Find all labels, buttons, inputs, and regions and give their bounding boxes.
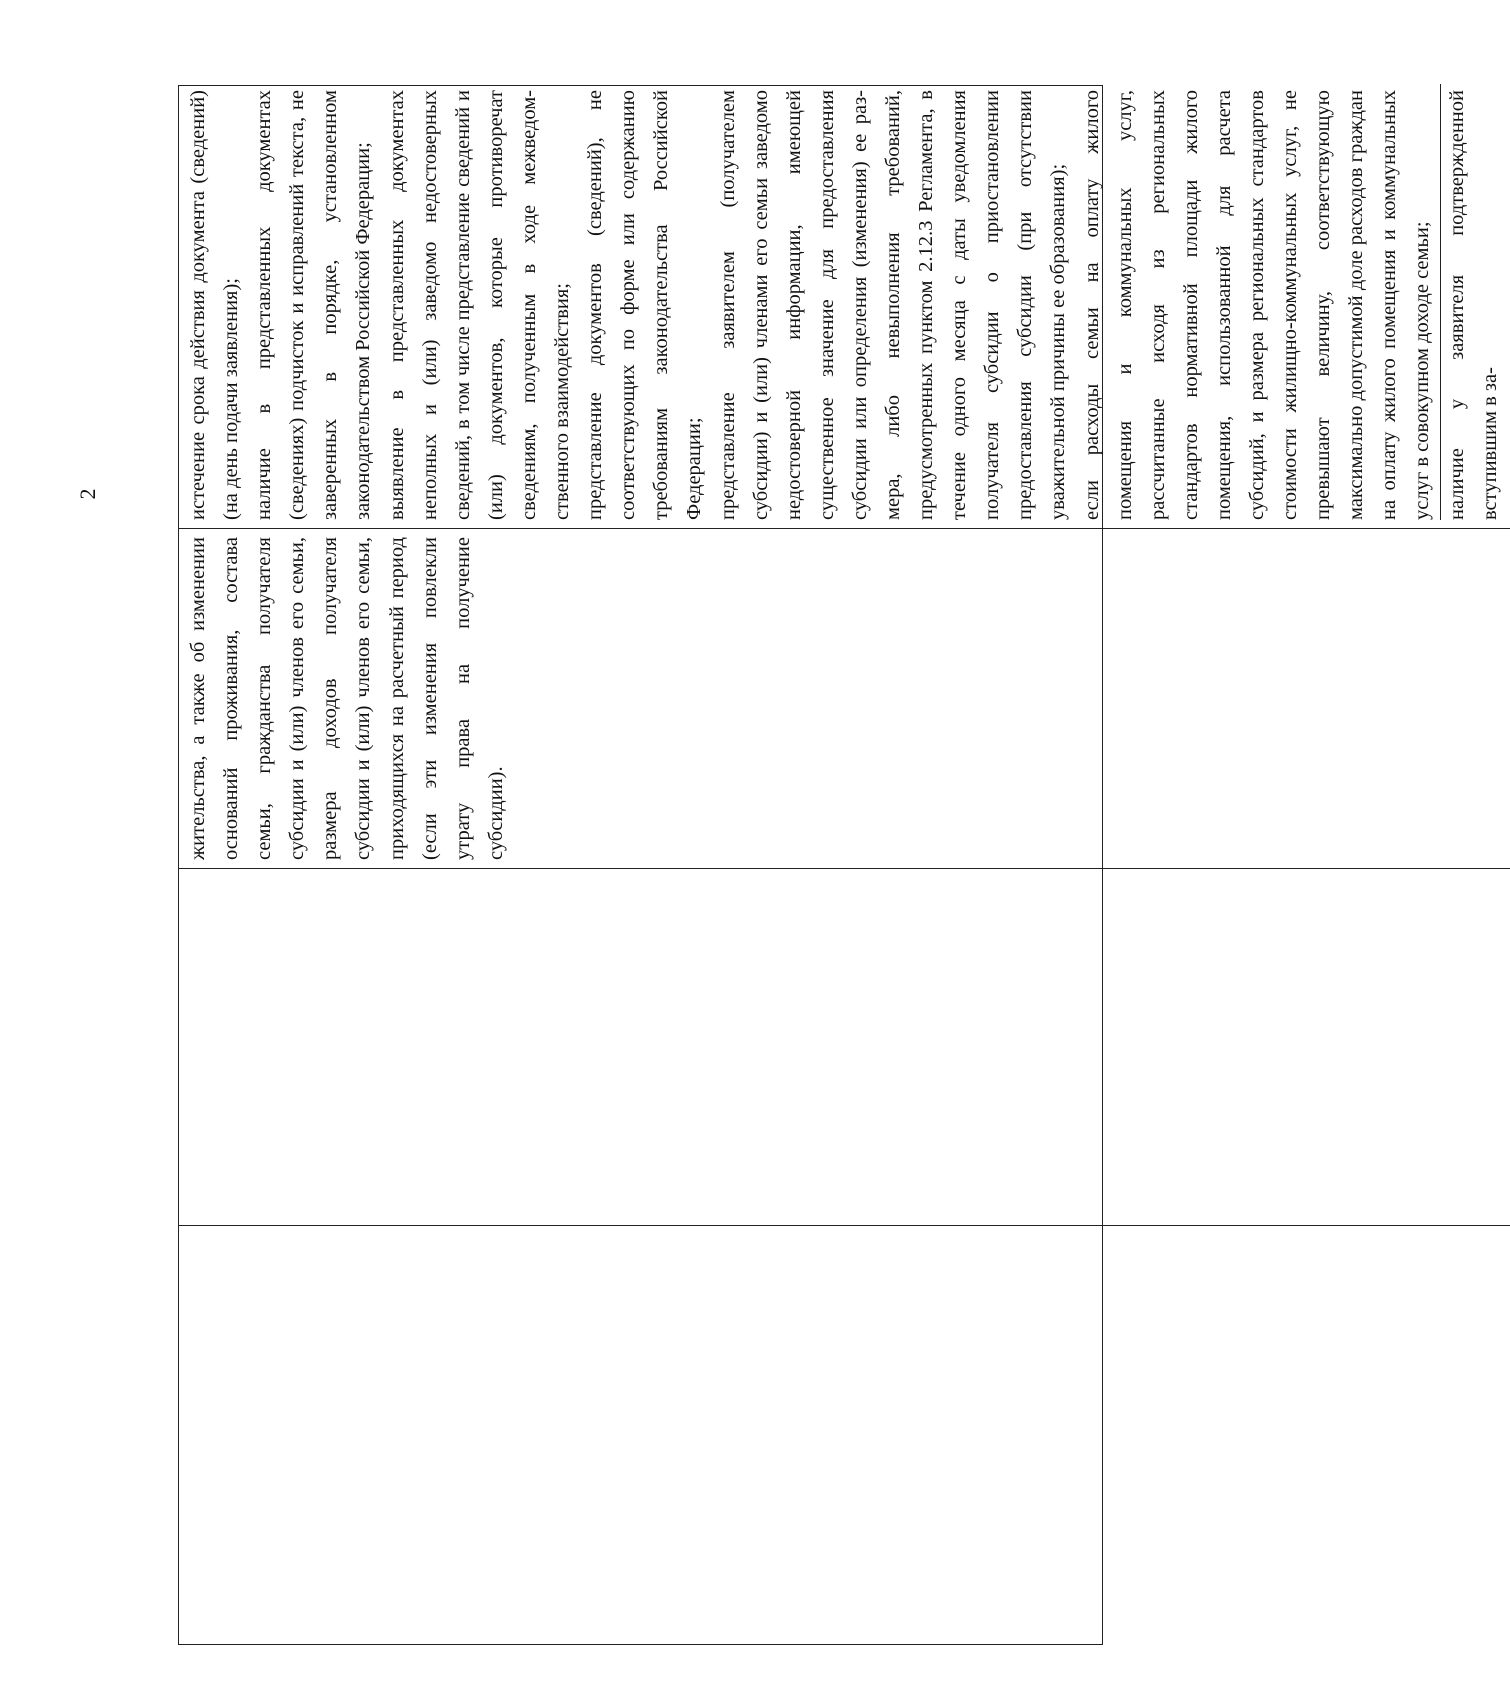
list-item: представление заявителем (получателем субсидии) и (или) членами его семьи заведомо недостоверной информации, имеющей существенное значение для предоставления субсидии или определения (изменения) ее размера, либо невыполнения требований, предусмотренных пунктом 2.12.3 Регламента, в течение одного месяца с даты уведомления получателя субсидии о приостановлении предоставления субсидии (при отсутствии уважительной причины ее образования); [716,90,1070,520]
table-cell-col1 [179,1226,1510,1644]
list-item: истечение срока действия документа (сведений) (на день подачи заявления); [187,90,243,520]
list-item: представление документов (сведений), не соответствующих по форме или содержанию требованиям законодательства Российской Федерации; [584,90,706,520]
grounds-table [178,85,1501,1645]
list-item: наличие у заявителя подтвержденной вступившим в за- [1440,84,1507,520]
list-item: если расходы семьи на оплату жилого помещения и коммунальных услуг, рассчитанные исходя из региональных стандартов нормативной площади жилого помещения, использованной для расчета субсидий, и размера региональных стандартов стоимости жилищно-коммунальных услуг, не превышают величину, соответствующую максимально допустимой доле расходов граждан на оплату жилого помещения и коммунальных услуг в совокупном доходе семьи; [1080,90,1434,520]
list-item: наличие в представленных документах (сведениях) подчисток и исправлений текста, не заверенных в порядке, установленном законодательством Российской Федерации; [253,90,375,520]
table-cell-col2 [179,869,1510,1226]
rotated-table-wrapper [178,85,1501,1645]
table-cell-col4 [179,84,1510,529]
list-item: выявление в представленных документах неполных и (или) заведомо недостоверных сведений, в том числе представление сведений и (или) документов, которые противоречат сведениям, полученным в ходе межведомственного взаимодействия; [385,90,574,520]
page-number: 2 [75,488,100,500]
table-cell-col3: жительства, а также об изменении оснований проживания, состава семьи, гражданства получателя субсидии и (или) членов его семьи, размера доходов получателя субсидии и (или) членов его семьи, приходящихся на расчетный период (если эти изменения повлекли утрату права на получение субсидии). [179,529,1510,869]
